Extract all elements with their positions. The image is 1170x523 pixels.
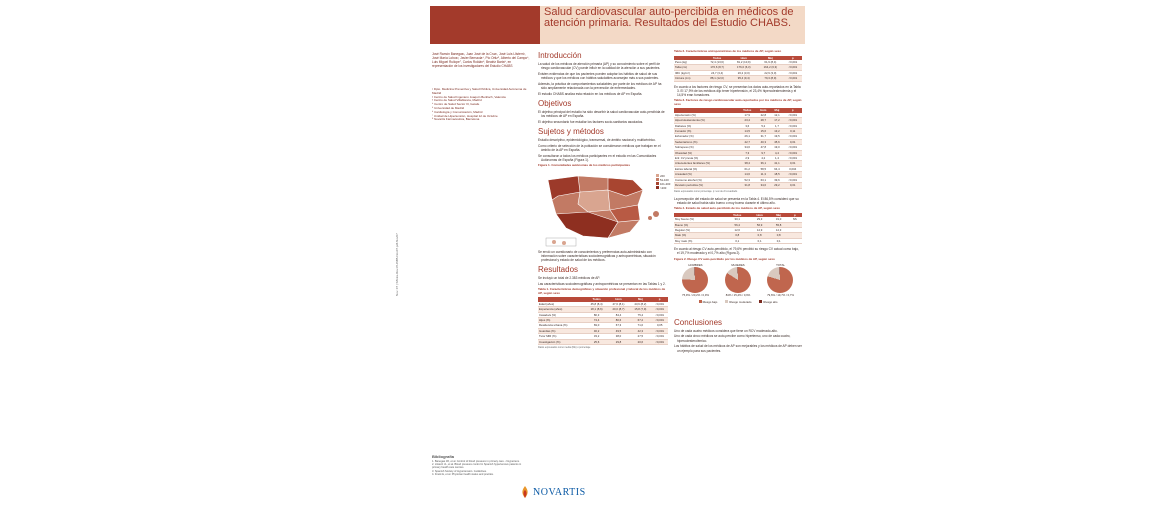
table-cell: 38,0 <box>608 334 630 339</box>
map-island <box>648 216 652 220</box>
table-cell: 47,6 (8,1) <box>608 302 630 307</box>
map-island <box>653 211 659 217</box>
table-header-cell: Hom <box>750 213 770 217</box>
table-cell: 31,8 <box>738 183 756 188</box>
table-cell: 0,01 <box>783 161 802 166</box>
authors: José Ramón Banegas¹, Juan José de la Cruz¹, José Luis Llisterri², José María Lobos³, Javier Bernaola⁴, Pío Ortiz⁵, Alberto del Campo⁶, Luis Miguel Ruilope⁷, Carlos Roldán⁸, Beatriz Barta⁹, en representación de los investigadores del Estudio CHABS <box>432 52 530 68</box>
table-cell: <0,001 <box>783 113 802 118</box>
resultados-bullet: Se incluyó un total de 2.383 médicos de AP. <box>538 276 600 281</box>
table-row <box>674 183 802 188</box>
table-cell: <0,001 <box>783 172 802 177</box>
table-cell: <0,001 <box>783 134 802 139</box>
table-cell: 14,6 <box>738 172 756 177</box>
table-cell: Bueno (%) <box>674 222 725 227</box>
intro-bullet: Existen evidencias de que los pacientes pueden adoptar los hábitos de salud de sus médicos y que los médicos con hábitos saludables aconsejan más a sus pacientes. <box>538 71 659 81</box>
table-cell: 31,7 <box>756 134 770 139</box>
table-cell: <0,001 <box>783 156 802 161</box>
table-cell: 12,6 <box>725 227 750 232</box>
table-header-cell: Hom <box>730 56 757 60</box>
table-cell: 31,0 <box>770 217 788 222</box>
table-cell: 1,4 <box>770 156 783 161</box>
table-cell: <0,001 <box>651 317 668 322</box>
table3-footnote: Datos expresados como porcentaje. p: test de chi-cuadrado <box>674 189 738 193</box>
pie-values: 75,9% / 23,2% / 0,9% <box>682 293 709 298</box>
table-cell: Sedentarismo (%) <box>674 139 738 144</box>
pie-chart <box>682 263 709 297</box>
table-cell: 75,4 <box>629 312 651 317</box>
table-cell: 30,1 <box>725 217 750 222</box>
table-cell: 45,6 <box>770 139 783 144</box>
table-cell: 42,7 <box>738 139 756 144</box>
conclusiones-bullet: Los hábitos de salud de los médicos de AP son mejorables y los médicos de AP deben ser un ejemplo para sus pacientes. <box>674 344 802 353</box>
poster-title: Salud cardiovascular auto-percibida en médicos de atención primaria. Resultados del Estudio CHABS. <box>544 6 794 29</box>
table-cell: Obesidad (%) <box>674 150 738 155</box>
table-cell: 176,0 (6,3) <box>730 65 757 70</box>
objetivos-bullet: El objetivo secundario fue estudiar los factores socio-sanitarios asociados. <box>538 119 644 124</box>
table-cell: 0,8 <box>770 233 788 238</box>
legend-label: Riesgo moderado <box>729 299 752 304</box>
table-cell: 15,8 (7,9) <box>629 307 651 312</box>
table-cell <box>788 238 802 243</box>
table-cell: 15,6 <box>756 129 770 134</box>
table-cell: 41,1 <box>770 161 783 166</box>
objetivos-heading: Objetivos <box>538 98 572 108</box>
table1-footnote: Datos expresados como media (DE) o porcentaje <box>538 346 591 349</box>
map-legend-label: 51-100 <box>660 177 669 182</box>
table-cell: 0,1 <box>750 238 770 243</box>
table-cell: 0,11 <box>783 129 802 134</box>
table-cell: 0,1 <box>725 238 750 243</box>
figure2-pies <box>674 263 802 297</box>
table-cell: 45,8 (8,4) <box>586 302 608 307</box>
table-cell: 71,0 <box>629 323 651 328</box>
table-cell: Diabetes (%) <box>674 123 738 128</box>
table-cell: 19,0 <box>770 145 783 150</box>
logo-text: NOVARTIS <box>533 486 586 498</box>
table-cell: 29,3 <box>750 217 770 222</box>
middle-column <box>538 48 671 350</box>
table-cell: 4,4 <box>770 150 783 155</box>
table-cell: Estrés laboral (%) <box>674 166 738 171</box>
pie-label: MUJERES <box>731 263 745 268</box>
table-cell: 1,7 <box>770 123 783 128</box>
table-header-cell: p <box>783 108 802 112</box>
table-cell: 27,5 <box>629 334 651 339</box>
table-cell: 95,4 (9,4) <box>730 76 757 81</box>
table-row <box>674 238 802 243</box>
table-header-cell: Todos <box>704 56 731 60</box>
table-header-cell: Muj <box>757 56 784 60</box>
table-cell: <0,001 <box>784 60 802 65</box>
table1 <box>538 297 668 345</box>
map-legend <box>656 174 670 190</box>
table-cell: 0,05 <box>651 323 668 328</box>
table-cell: 14,5 <box>738 129 756 134</box>
affiliation: ⁷ Unidad de Hipertensión, Hospital 12 de Octubre <box>432 113 498 118</box>
table-cell: 9,7 <box>756 150 770 155</box>
map-legend-label: ≤50 <box>660 173 665 178</box>
table-cell: 36,1 <box>756 161 770 166</box>
right-column <box>674 48 802 354</box>
table-header-cell: Hom <box>608 297 630 301</box>
table-cell: 0,8 <box>725 233 750 238</box>
table3-caption: Tabla 3. Factores de riesgo cardiovascular auto-reportados por los médicos de AP, según sexo <box>674 98 802 106</box>
table-cell: 42,3 <box>629 328 651 333</box>
table-cell: 25,6 <box>586 339 608 344</box>
table-header-cell: p <box>788 213 802 217</box>
table-cell: Hipertensión (%) <box>674 113 738 118</box>
table-cell: 61,2 <box>738 166 756 171</box>
table-cell: 34,0 <box>756 183 770 188</box>
map-island <box>562 241 566 245</box>
affiliation: ² Centro de Salud Ingeniero Joaquín Benlloch, Valencia <box>432 94 506 99</box>
table-cell: 24,7 (3,4) <box>704 70 731 75</box>
table-cell: 12,1 <box>770 113 783 118</box>
table-cell: <0,001 <box>651 307 668 312</box>
intro-heading: Introducción <box>538 51 582 60</box>
table-cell: 0,004 <box>783 166 802 171</box>
map-legend-item <box>656 186 670 190</box>
table-cell: 22,8 <box>756 113 770 118</box>
map-legend-label: >200 <box>660 185 667 190</box>
metodos-heading: Sujetos y métodos <box>538 127 604 137</box>
table-cell: 46,2 <box>586 328 608 333</box>
table-cell: <0,001 <box>651 328 668 333</box>
metodos-bullet: Como criterio de selección de la población se consideraron médicos que trabajan en el ámbito de la AP en España. <box>538 143 661 152</box>
table-cell: 49,5 <box>608 328 630 333</box>
conclusiones-bullet: Uno de cada cinco médicos se auto-percibe como hipertenso, uno de cada cuatro, hipercolesterolémico. <box>674 334 791 343</box>
table-cell: 26,2 (3,0) <box>730 70 757 75</box>
table3 <box>674 108 802 188</box>
table-cell: Fumador (%) <box>674 129 738 134</box>
table-cell: Hipercolesterolemia (%) <box>674 118 738 123</box>
map-inset <box>546 238 576 246</box>
table-cell: 58,5 <box>756 166 770 171</box>
references <box>432 460 530 476</box>
table-cell: 88,1 (12,0) <box>704 76 731 81</box>
legend-item <box>759 300 777 304</box>
pie-label: HOMBRES <box>688 263 703 268</box>
table-cell: 52,3 <box>738 177 756 182</box>
legend-item <box>725 300 751 304</box>
table-cell: 3,6 <box>738 123 756 128</box>
figure1-caption: Figura 1. Comunidades autónomas de los médicos participantes <box>538 163 631 168</box>
pie-slices <box>682 267 708 293</box>
table-header-cell: Muj <box>629 297 651 301</box>
references-title: Bibliografía <box>432 454 455 459</box>
table-cell: 18,1 (8,6) <box>586 307 608 312</box>
table-cell: <0,001 <box>783 145 802 150</box>
table-cell: 72,4 (13,6) <box>704 60 731 65</box>
table-cell: Regular (%) <box>674 227 725 232</box>
resultados-bullet: Las características sociodemográficas y antropométricas se presentan en las Tablas 1 y 2. <box>538 281 666 286</box>
table-cell: 26,1 <box>738 134 756 139</box>
table-cell: 56,9 <box>750 222 770 227</box>
table-cell: 64,4 <box>770 166 783 171</box>
table-cell: 20,0 (8,7) <box>608 307 630 312</box>
table-header-cell: Todos <box>586 297 608 301</box>
table-cell: Enf. CV previa (%) <box>674 156 738 161</box>
table-cell: Muy bueno (%) <box>674 217 725 222</box>
pie-label: TOTAL <box>776 263 785 268</box>
table-header-cell: p <box>651 297 668 301</box>
table4 <box>674 213 802 244</box>
table-cell: Antecedentes familiares (%) <box>674 161 738 166</box>
side-text: Nov. 07 | SB-Ex-Rev-PHNB5-Nov07.pdf-Nov07 <box>395 233 399 296</box>
intro-bullet: El estudio CHABS analiza esta relación en los médicos de AP en España. <box>538 91 643 96</box>
table-cell: <0,001 <box>783 118 802 123</box>
table-cell: 2,9 <box>738 156 756 161</box>
table4-caption: Tabla 4. Estado de salud auto-percibido de los médicos de AP, según sexo <box>674 206 780 211</box>
pie-slices <box>725 267 751 293</box>
tabla3-bullet: La percepción del estado de salud se presenta en la Tabla 4. El 86,5% consideró que su estado de salud había sido bueno o muy bueno durante el último año. <box>674 196 799 205</box>
intro-bullet: La salud de los médicos de atención primaria (AP) y su conocimiento sobre el perfil de riesgo cardiovascular (CV) puede influir en la calidad de la atención a sus pacientes. <box>538 62 661 71</box>
table-cell: 61,9 (8,4) <box>757 60 784 65</box>
reference: 4. Frank E, et al. Physician health status and practice. <box>432 472 494 476</box>
table-cell: 67,2 <box>629 317 651 322</box>
table-cell: Revisión periódica (%) <box>674 183 738 188</box>
table-cell: 19,5 <box>770 134 783 139</box>
table-row <box>538 339 668 344</box>
table-header-cell: Todos <box>738 108 756 112</box>
table-cell: 67,3 <box>608 323 630 328</box>
spain-map <box>538 170 678 248</box>
table-cell: <0,001 <box>783 150 802 155</box>
metodos-bullet: Se envió un cuestionario de conocimientos y preferencias auto-administrado con información sobre características sociodemográficas y antropométricas, situación profesional y estado de salud de los médicos. <box>538 249 656 263</box>
table2-caption: Tabla 2. Características antropométricas de los médicos de AP, según sexo <box>674 49 782 53</box>
table-cell: Casado/a (%) <box>538 312 586 317</box>
conclusiones-bullet: Uno de cada cuatro médicos considera que tiene un RCV moderado-alto. <box>674 328 778 333</box>
table-cell: 29,2 <box>770 183 783 188</box>
table-cell: 20,6 <box>629 339 651 344</box>
conclusiones-heading: Conclusiones <box>674 317 723 327</box>
table-cell: 33,2 <box>586 334 608 339</box>
affiliation: ⁴ Centro de Salud Sector III, Getafe <box>432 102 480 107</box>
table-cell: 40,3 <box>756 139 770 144</box>
tabla4-bullet: En cuanto al riesgo CV auto-percibido, el 79,6% percibió su riesgo CV actual como bajo, el 19,7% moderado y el 0,7% alto (Figura 2). <box>674 247 799 256</box>
table-cell: Investigación (%) <box>538 339 586 344</box>
reference: 2. Llisterri JL, et al. Blood pressure control in Spanish hypertensive patients in primary health care centres. <box>432 463 522 470</box>
novartis-logo <box>520 486 586 498</box>
objetivos-bullet: El objetivo principal del estudio ha sido describir la salud cardiovascular auto-percibida de los médicos de AP en España. <box>538 109 665 119</box>
metodos-bullet: Estudio descriptivo, epidemiológico, transversal, de ámbito nacional y multicéntrico. <box>538 138 656 143</box>
table-cell: 43,6 (8,2) <box>629 302 651 307</box>
table-cell: Hijos (%) <box>538 317 586 322</box>
table-cell: 0,01 <box>783 183 802 188</box>
table-cell: 7,3 <box>738 150 756 155</box>
affiliation: ³ Centro de Salud Villablanca, Madrid <box>432 98 482 103</box>
intro-bullet: Además, la práctica de comportamientos saludables por parte de los médicos de AP ha sido ampliamente relacionada con la prevención de enfermedades. <box>538 81 662 91</box>
table-cell: 11,3 <box>756 172 770 177</box>
table2 <box>674 56 802 82</box>
table-cell: Edad (años) <box>538 302 586 307</box>
table-cell: Sobrepeso (%) <box>674 145 738 150</box>
table-cell: <0,001 <box>651 339 668 344</box>
map-island <box>552 240 556 244</box>
flame-icon <box>520 486 530 498</box>
table-cell: 84,4 <box>608 312 630 317</box>
table-cell: <0,001 <box>651 334 668 339</box>
table-cell: Cintura (cm) <box>674 76 704 81</box>
table-cell: 56,4 <box>725 222 750 227</box>
poster <box>395 6 805 516</box>
table-cell: Experiencia (años) <box>538 307 586 312</box>
figure2-legend <box>674 300 802 304</box>
table-cell: <0,001 <box>784 76 802 81</box>
table-cell: <0,001 <box>784 70 802 75</box>
table-header-cell: Todos <box>725 213 750 217</box>
table-cell: Talla (cm) <box>674 65 704 70</box>
table-header-cell: p <box>784 56 802 60</box>
affiliations <box>432 88 532 122</box>
table-cell: Exfumador (%) <box>674 134 738 139</box>
table-cell: 4,2 <box>756 156 770 161</box>
table-header-cell: Muj <box>770 108 783 112</box>
table-cell: 69,0 <box>586 323 608 328</box>
table-cell: 28,7 <box>756 118 770 123</box>
table-cell: <0,001 <box>651 312 668 317</box>
resultados-heading: Resultados <box>538 265 579 275</box>
table-cell: Guardias (%) <box>538 328 586 333</box>
table-cell: 18,5 <box>770 172 783 177</box>
pie-slices <box>767 267 793 293</box>
pie-values: 79,6% / 19,7% / 0,7% <box>767 293 794 298</box>
table-cell: 0,01 <box>783 139 802 144</box>
table-header-cell: Muj <box>770 213 788 217</box>
affiliation: ⁸ Novartis Farmacéutica, Barcelona <box>432 117 480 122</box>
table-cell: Tutor MIR (%) <box>538 334 586 339</box>
table-cell: 23,4 <box>738 118 756 123</box>
header-block-dark <box>430 6 540 44</box>
table-header-cell: Hom <box>756 108 770 112</box>
pie-chart <box>767 263 794 297</box>
map-legend-label: 101-200 <box>660 181 671 186</box>
legend-item <box>699 300 718 304</box>
pie-chart <box>725 263 751 297</box>
table-cell: 12,9 <box>750 227 770 232</box>
table-cell: 17,9 <box>738 113 756 118</box>
tabla2-bullet: En cuanto a los factores de riesgo CV, se presentan los datos auto-reportados en la Tabla 3. El 17,9% de los médicos dijo tener hipertensión, el 23,4% hipercolesterolemia y el 14,5% eran fumadores. <box>674 84 801 98</box>
legend-label: Riesgo alto <box>763 299 778 304</box>
reference: 1. Banegas JR, et al. Control of blood pressure in primary care. J Hypertens. <box>432 460 520 463</box>
table-cell: IMC (kg/m²) <box>674 70 704 75</box>
table-cell: 5,2 <box>756 123 770 128</box>
table1-caption: Tabla 1. Características demográficas y situación profesional y laboral de los médicos de AP, según sexo <box>538 287 666 295</box>
table-cell: <0,001 <box>651 302 668 307</box>
table-cell: 12,3 <box>770 227 788 232</box>
table-cell: 34,6 <box>738 145 756 150</box>
legend-label: Riesgo bajo <box>702 299 718 304</box>
table-row <box>674 76 802 81</box>
table-cell: Malo (%) <box>674 233 725 238</box>
table-cell: 47,8 <box>756 145 770 150</box>
table-cell: 63,1 <box>756 177 770 182</box>
pie-values: 84% / 15,4% / 0,6% <box>725 293 751 298</box>
table-cell: 38,4 <box>738 161 756 166</box>
table-cell: Ansiedad (%) <box>674 172 738 177</box>
table-cell: Consumo alcohol (%) <box>674 177 738 182</box>
table-cell: <0,001 <box>783 177 802 182</box>
table-cell: 22,9 (3,0) <box>757 70 784 75</box>
table-cell: 164,2 (6,3) <box>757 65 784 70</box>
metodos-bullet: Se consultaron a todos los médicos participantes en el estudio en las Comunidades Autónomas de España (Figura 1). <box>538 153 657 162</box>
table-cell: 39,6 <box>770 177 783 182</box>
affiliation: ⁶ Cardiología y Comunicación, Madrid <box>432 109 483 114</box>
table-cell: 80,3 <box>586 312 608 317</box>
table-cell: 17,2 <box>770 118 783 123</box>
table-cell: 29,8 <box>608 339 630 344</box>
table-cell: 55,8 <box>770 222 788 227</box>
table-cell: 0,1 <box>770 238 788 243</box>
reference: 3. Spanish Society of Hypertension. Guidelines. <box>432 469 487 473</box>
table-cell: 74,4 <box>586 317 608 322</box>
table-cell: Peso (kg) <box>674 60 704 65</box>
table-cell: 81,2 (10,9) <box>730 60 757 65</box>
table-cell: 79,3 (8,9) <box>757 76 784 81</box>
affiliation: ⁵ Universidad de Madrid <box>432 105 465 110</box>
table-cell: Residencia urbana (%) <box>538 323 586 328</box>
figure2-caption: Figura 2. Riesgo CV auto-percibido por los médicos de AP, según sexo <box>674 256 775 261</box>
table-cell: Muy malo (%) <box>674 238 725 243</box>
table-cell: 170,6 (8,7) <box>704 65 731 70</box>
table-cell: <0,001 <box>784 65 802 70</box>
table-cell: 0,8 <box>750 233 770 238</box>
table-cell: 13,2 <box>770 129 783 134</box>
table-cell: NS <box>788 217 802 222</box>
table-cell: <0,001 <box>783 123 802 128</box>
affiliation: ¹ Dpto. Medicina Preventiva y Salud Pública, Universidad Autónoma de Madrid <box>432 87 527 95</box>
table-cell: 80,6 <box>608 317 630 322</box>
